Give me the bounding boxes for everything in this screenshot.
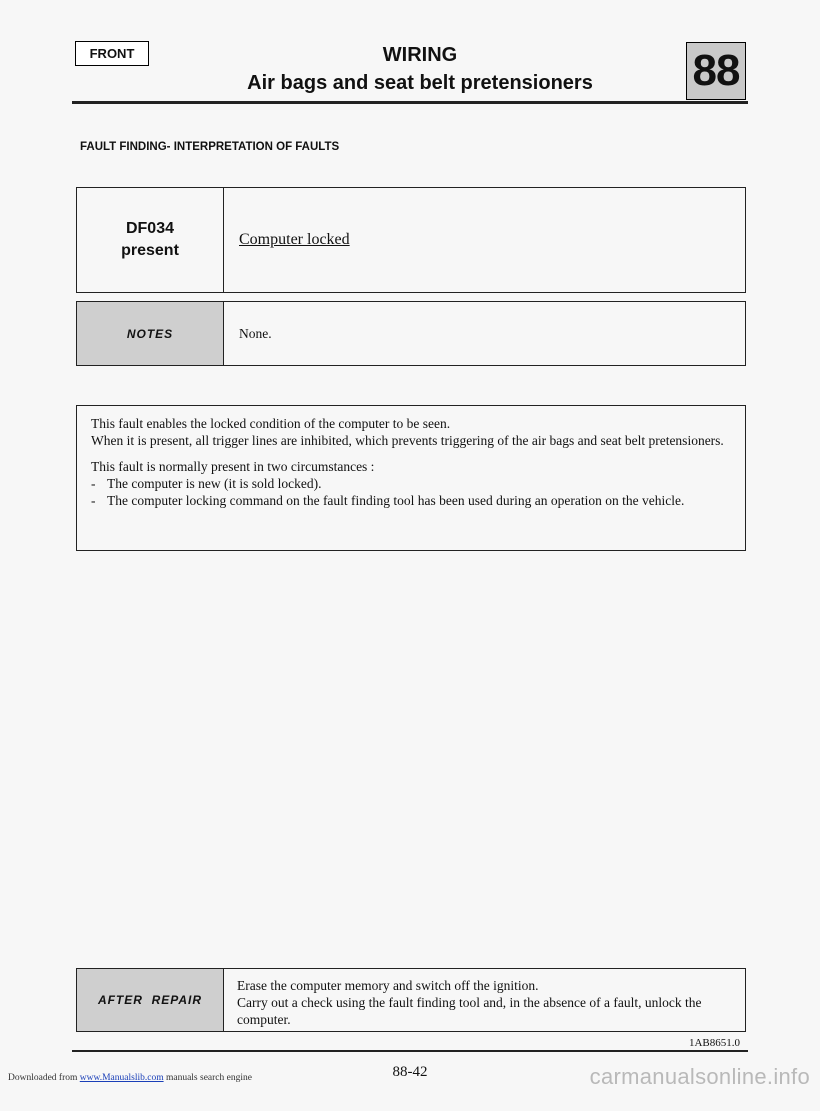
- chapter-number: 88: [686, 42, 746, 100]
- after-repair-line: Carry out a check using the fault finding tool and, in the absence of a fault, unlock the computer.: [237, 995, 702, 1027]
- front-badge: FRONT: [75, 41, 149, 66]
- page-number: 88-42: [392, 1064, 428, 1080]
- page-subtitle: Air bags and seat belt pretensioners: [247, 72, 593, 94]
- download-suffix: manuals search engine: [165, 1073, 252, 1083]
- after-repair-content-cell: [224, 969, 745, 1031]
- after-repair-label-cell: [77, 969, 224, 1031]
- fault-description-cell: [224, 188, 745, 292]
- info-line: When it is present, all trigger lines are inhibited, which prevents triggering of the air bags and seat belt pretensioners.: [91, 433, 724, 448]
- fault-state: present: [121, 242, 179, 259]
- list-item-text: The computer locking command on the fault finding tool has been used during an operation on the vehicle.: [107, 493, 685, 508]
- after-repair-line: Erase the computer memory and switch off the ignition.: [237, 978, 539, 993]
- notes-text: None.: [239, 325, 272, 341]
- list-item: - The computer is new (it is sold locked).: [91, 476, 322, 491]
- fault-code: DF034: [125, 220, 174, 237]
- after-repair-label: AFTER REPAIR: [97, 993, 203, 1007]
- info-line: This fault is normally present in two circumstances :: [91, 459, 375, 474]
- notes-label-cell: [77, 302, 224, 365]
- section-title: FAULT FINDING- INTERPRETATION OF FAULTS: [80, 141, 340, 153]
- document-reference: 1AB8651.0: [688, 1037, 740, 1049]
- manualslib-link[interactable]: www.Manualslib.com: [79, 1073, 164, 1083]
- fault-description: Computer locked: [239, 231, 350, 248]
- download-credit: [8, 1073, 252, 1083]
- fault-box: [76, 187, 746, 293]
- header-divider: [72, 101, 748, 104]
- fault-info-box: [76, 405, 746, 551]
- list-item: - The computer locking command on the fault finding tool has been used during an operation on the vehicle.: [91, 493, 685, 508]
- info-line: This fault enables the locked condition of the computer to be seen.: [91, 416, 451, 431]
- notes-box: [76, 301, 746, 366]
- notes-content-cell: [224, 302, 745, 365]
- list-item-text: The computer is new (it is sold locked).: [107, 476, 322, 491]
- watermark: carmanualsonline.info: [589, 1064, 810, 1089]
- footer-divider: [72, 1050, 748, 1052]
- download-prefix: Downloaded from: [8, 1073, 78, 1083]
- page-title: WIRING: [382, 44, 458, 66]
- notes-label: NOTES: [126, 326, 174, 341]
- fault-code-cell: [77, 188, 224, 292]
- after-repair-box: [76, 968, 746, 1032]
